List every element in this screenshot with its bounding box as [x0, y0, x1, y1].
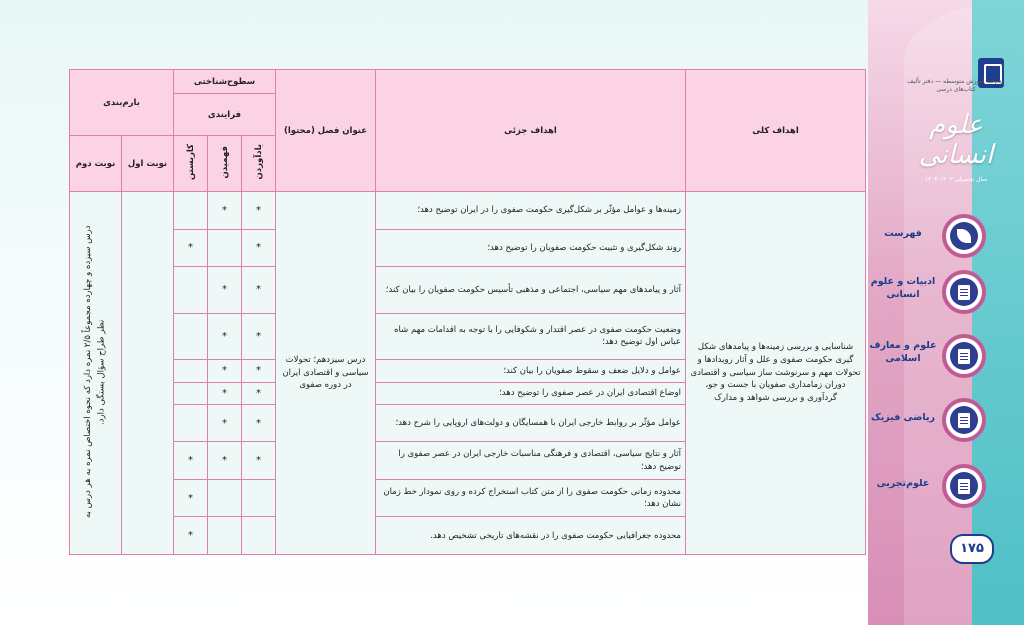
- header-scoring: بارم‌بندی: [70, 70, 174, 136]
- leaf-icon: [942, 214, 986, 258]
- second-term-note: درس سیزده و چهارده مجموعاً ۲/۵ نمره دارد که نحوه اختصاص نمره به هر درس به نظر طراح سؤال بستگی دارد.: [82, 225, 107, 518]
- sidebar-nav-label: ادبیات و علوم انسانی: [870, 276, 936, 300]
- sidebar-nav-item-1[interactable]: [868, 270, 1024, 320]
- recall-mark-cell: *: [242, 229, 276, 267]
- apply-mark-cell: [174, 192, 208, 230]
- header-apply: کاربستن: [174, 136, 208, 192]
- header-second-term: نوبت دوم: [70, 136, 122, 192]
- understand-mark-cell: *: [208, 192, 242, 230]
- organization-text: معاونت آموزش متوسطه — دفتر تألیف کتاب‌های درسی: [907, 78, 1005, 93]
- recall-mark-cell: *: [242, 360, 276, 382]
- sidebar-nav-label: ریاضی فیزیک: [870, 412, 935, 423]
- understand-mark-cell: [208, 229, 242, 267]
- lesson-plan-table: [69, 69, 866, 555]
- understand-mark-cell: *: [208, 442, 242, 480]
- general-objective-cell: شناسایی و بررسی زمینه‌ها و پیامدهای شکل گیری حکومت صفوی و علل و آثار رویدادها و تحولات مهم و سرنوشت ساز سیاسی و اقتصادی دوران زمامداری صفویان با جست و جو، گردآوری و بررسی شواهد و مدارک: [686, 192, 866, 555]
- sidebar-nav-label: علوم و معارف اسلامی: [869, 340, 937, 364]
- chapter-title-cell: درس سیزدهم؛ تحولات سیاسی و اقتصادی ایران در دوره صفوی: [276, 192, 376, 555]
- apply-mark-cell: [174, 267, 208, 314]
- header-chapter-title: عنوان فصل (محتوا): [276, 70, 376, 192]
- detailed-objective-cell: آثار و نتایج سیاسی، اقتصادی و فرهنگی مناسبات خارجی ایران در عصر صفوی را توضیح دهد؛: [376, 442, 686, 480]
- document-icon: [942, 464, 986, 508]
- document-icon: [942, 270, 986, 314]
- understand-mark-cell: *: [208, 360, 242, 382]
- document-icon: [942, 334, 986, 378]
- understand-mark-cell: [208, 479, 242, 517]
- header-process: فرایندی: [174, 94, 276, 136]
- header-detailed-objectives: اهداف جزئی: [376, 70, 686, 192]
- detailed-objective-cell: آثار و پیامدهای مهم سیاسی، اجتماعی و مذهبی تأسیس حکومت صفویان را بیان کند؛: [376, 267, 686, 314]
- brand-logo-title: علوم انسانی: [918, 109, 994, 170]
- detailed-objective-cell: محدوده زمانی حکومت صفوی را از متن کتاب استخراج کرده و روی نمودار خط زمان نشان دهد؛: [376, 479, 686, 517]
- header-understand: فهمیدن: [208, 136, 242, 192]
- academic-year: سال تحصیلی ۱۴۰۳-۱۴۰۴: [924, 175, 988, 183]
- first-term-cell: [122, 192, 174, 555]
- detailed-objective-cell: وضعیت حکومت صفوی در عصر اقتدار و شکوفایی را با توجه به اقدامات مهم شاه عباس اول توضیح دهد؛: [376, 313, 686, 360]
- second-term-cell: [70, 192, 122, 555]
- apply-mark-cell: [174, 404, 208, 442]
- header-recall: یادآوردن: [242, 136, 276, 192]
- page-number: ۱۷۵: [950, 534, 994, 564]
- sidebar-nav-label: علوم‌تجربی: [876, 478, 930, 489]
- detailed-objective-cell: محدوده جغرافیایی حکومت صفوی را در نقشه‌های تاریخی تشخیص دهد.: [376, 517, 686, 555]
- sidebar-nav-item-0[interactable]: [868, 214, 1024, 264]
- table-row: [70, 192, 866, 230]
- sidebar-nav-item-2[interactable]: [868, 334, 1024, 384]
- sidebar-nav-label: فهرست: [884, 228, 922, 239]
- apply-mark-cell: *: [174, 229, 208, 267]
- recall-mark-cell: *: [242, 442, 276, 480]
- detailed-objective-cell: عوامل و دلایل ضعف و سقوط صفویان را بیان کند؛: [376, 360, 686, 382]
- header-cognitive-levels: سطوح‌شناختی: [174, 70, 276, 94]
- understand-mark-cell: [208, 517, 242, 555]
- apply-mark-cell: *: [174, 479, 208, 517]
- understand-mark-cell: *: [208, 382, 242, 404]
- apply-mark-cell: [174, 313, 208, 360]
- recall-mark-cell: *: [242, 192, 276, 230]
- apply-mark-cell: [174, 360, 208, 382]
- apply-mark-cell: [174, 382, 208, 404]
- document-icon: [942, 398, 986, 442]
- sidebar-nav-item-3[interactable]: [868, 398, 1024, 448]
- detailed-objective-cell: عوامل مؤثّر بر روابط خارجی ایران با همسایگان و دولت‌های اروپایی را شرح دهد؛: [376, 404, 686, 442]
- detailed-objective-cell: زمینه‌ها و عوامل مؤثّر بر شکل‌گیری حکومت صفوی را در ایران توضیح دهد؛: [376, 192, 686, 230]
- apply-mark-cell: *: [174, 442, 208, 480]
- understand-mark-cell: *: [208, 404, 242, 442]
- recall-mark-cell: *: [242, 267, 276, 314]
- apply-mark-cell: *: [174, 517, 208, 555]
- header-general-objectives: اهداف کلی: [686, 70, 866, 192]
- brand-block: [896, 78, 1016, 183]
- understand-mark-cell: *: [208, 267, 242, 314]
- recall-mark-cell: *: [242, 313, 276, 360]
- detailed-objective-cell: اوضاع اقتصادی ایران در عصر صفوی را توضیح دهد؛: [376, 382, 686, 404]
- recall-mark-cell: *: [242, 382, 276, 404]
- understand-mark-cell: *: [208, 313, 242, 360]
- recall-mark-cell: *: [242, 404, 276, 442]
- detailed-objective-cell: روند شکل‌گیری و تثبیت حکومت صفویان را توضیح دهد؛: [376, 229, 686, 267]
- sidebar-nav-item-4[interactable]: [868, 464, 1024, 514]
- header-first-term: نوبت اول: [122, 136, 174, 192]
- recall-mark-cell: [242, 517, 276, 555]
- recall-mark-cell: [242, 479, 276, 517]
